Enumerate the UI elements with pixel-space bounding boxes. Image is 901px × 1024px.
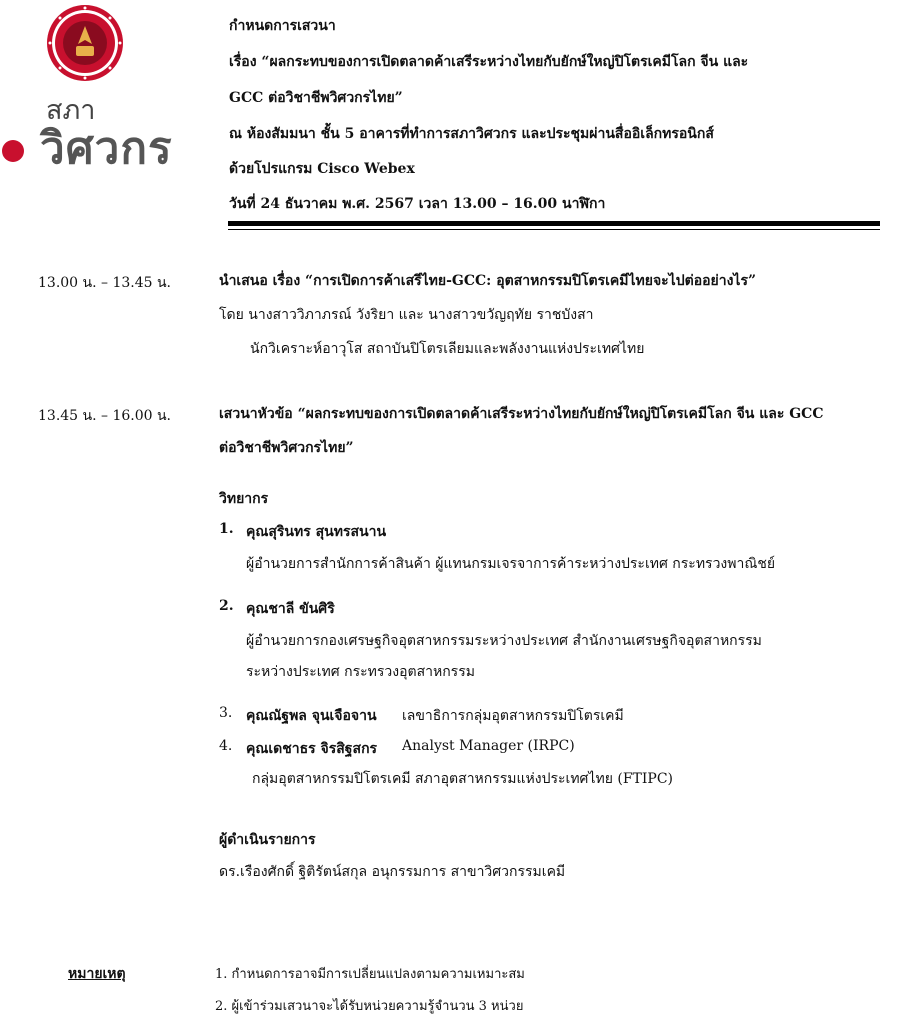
speaker3-number: 3. — [219, 705, 233, 721]
speaker4-role: Analyst Manager (IRPC) — [402, 738, 575, 754]
moderator-heading: ผู้ดำเนินรายการ — [219, 832, 316, 848]
logo-wordmark-line1: สภา — [46, 95, 96, 126]
session2-title-line2: ต่อวิชาชีพวิศวกรไทย” — [219, 440, 354, 456]
header-topic-line2: GCC ต่อวิชาชีพวิศวกรไทย” — [229, 90, 403, 106]
speaker1-name: คุณสุรินทร สุนทรสนาน — [246, 524, 387, 540]
session2-time: 13.45 น. – 16.00 น. — [38, 408, 171, 424]
header-venue: ณ ห้องสัมมนา ชั้น 5 อาคารที่ทำการสภาวิศวกร และประชุมผ่านสื่ออิเล็กทรอนิกส์ — [229, 126, 714, 142]
speaker2-role-line2: ระหว่างประเทศ กระทรวงอุตสาหกรรม — [246, 664, 475, 680]
speaker4-number: 4. — [219, 738, 233, 754]
header-title: กำหนดการเสวนา — [229, 18, 336, 34]
session2-title-line1: เสวนาหัวข้อ “ผลกระทบของการเปิดตลาดค้าเสรีระหว่างไทยกับยักษ์ใหญ่ปิโตรเคมีโลก จีน และ GCC — [219, 406, 824, 422]
speaker4-name: คุณเดชาธร จิรสิฐสกร — [246, 741, 378, 757]
speaker4-affiliation: กลุ่มอุตสาหกรรมปิโตรเคมี สภาอุตสาหกรรมแห่งประเทศไทย (FTIPC) — [252, 771, 673, 787]
logo-wordmark-line2: วิศวกร — [40, 123, 173, 174]
header-topic-line1: เรื่อง “ผลกระทบของการเปิดตลาดค้าเสรีระหว่างไทยกับยักษ์ใหญ่ปิโตรเคมีโลก จีน และ — [229, 54, 749, 70]
speakers-heading: วิทยากร — [219, 491, 269, 507]
session1-time: 13.00 น. – 13.45 น. — [38, 275, 171, 291]
council-seal-logo — [46, 4, 124, 82]
speaker1-role: ผู้อำนวยการสำนักการค้าสินค้า ผู้แทนกรมเจรจาการค้าระหว่างประเทศ กระทรวงพาณิชย์ — [246, 556, 776, 572]
speaker2-role-line1: ผู้อำนวยการกองเศรษฐกิจอุตสาหกรรมระหว่างประเทศ สำนักงานเศรษฐกิจอุตสาหกรรม — [246, 633, 762, 649]
note-item-2: 2. ผู้เข้าร่วมเสวนาจะได้รับหน่วยความรู้จำนวน 3 หน่วย — [215, 999, 524, 1014]
header-rule-thin — [228, 229, 880, 230]
header-date: วันที่ 24 ธันวาคม พ.ศ. 2567 เวลา 13.00 – 16.00 นาฬิกา — [229, 196, 606, 212]
logo-red-dot — [2, 140, 24, 162]
speaker2-number: 2. — [219, 598, 234, 614]
speaker1-number: 1. — [219, 521, 234, 537]
speaker3-role: เลขาธิการกลุ่มอุตสาหกรรมปิโตรเคมี — [402, 708, 624, 724]
moderator-name: ดร.เรืองศักดิ์ ฐิติรัตน์สกุล อนุกรรมการ สาขาวิศวกรรมเคมี — [219, 864, 566, 880]
notes-label: หมายเหตุ — [68, 966, 126, 982]
note-item-1: 1. กำหนดการอาจมีการเปลี่ยนแปลงตามความเหมาะสม — [215, 967, 525, 982]
session1-affiliation: นักวิเคราะห์อาวุโส สถาบันปิโตรเลียมและพลังงานแห่งประเทศไทย — [250, 341, 645, 357]
speaker3-name: คุณณัฐพล จุนเจือจาน — [246, 708, 377, 724]
speaker2-name: คุณชาลี ขันศิริ — [246, 601, 335, 617]
session1-title: นำเสนอ เรื่อง “การเปิดการค้าเสรีไทย-GCC: อุตสาหกรรมปิโตรเคมีไทยจะไปต่ออย่างไร” — [219, 273, 757, 289]
session1-presenters: โดย นางสาววิภาภรณ์ วังริยา และ นางสาวขวัญฤทัย ราชบังสา — [219, 307, 594, 323]
header-rule-thick — [228, 221, 880, 226]
header-platform: ด้วยโปรแกรม Cisco Webex — [229, 161, 415, 177]
